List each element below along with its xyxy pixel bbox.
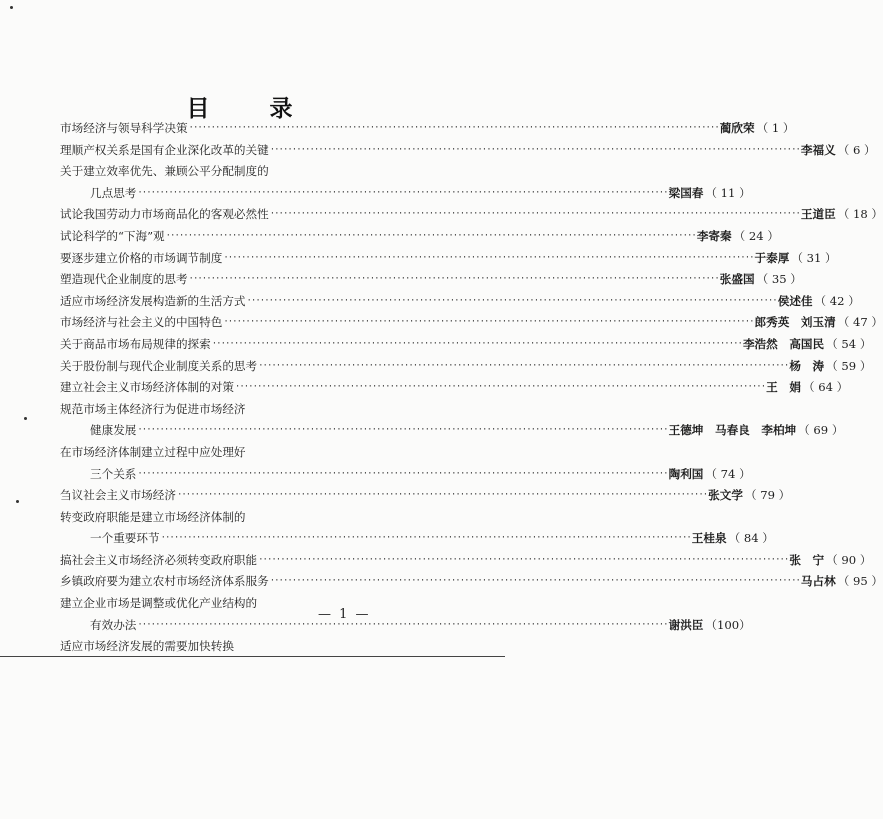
toc-entry-title: 要逐步建立价格的市场调节制度	[60, 250, 223, 265]
leader-dots: ························································································································	[258, 360, 789, 371]
toc-entry	[60, 204, 883, 226]
toc-entry-author: 王道臣	[800, 207, 836, 222]
toc-entry-page: （ 1 ）	[756, 121, 795, 135]
table-of-contents	[60, 118, 883, 658]
toc-entry-author: 陶利国	[668, 466, 704, 481]
leader-dots: ························································································································	[188, 274, 719, 285]
leader-dots: ························································································································	[211, 338, 742, 349]
toc-entry-page: （ 47 ）	[837, 315, 883, 330]
toc-entry-page: （ 90 ）	[826, 552, 872, 567]
toc-entry	[60, 161, 390, 183]
leader-dots: ························································································································	[188, 123, 719, 133]
leader-dots: ························································································································	[246, 295, 777, 306]
toc-entry	[60, 291, 860, 313]
toc-entry-page: （ 42 ）	[814, 293, 860, 308]
toc-entry	[60, 377, 849, 399]
toc-entry	[60, 485, 791, 507]
toc-entry-author: 张盛国	[719, 272, 755, 287]
toc-entry-page: （100）	[705, 617, 751, 632]
toc-entry-author: 杨 涛	[789, 358, 825, 373]
toc-entry-author: 张文学	[708, 488, 743, 503]
toc-entry	[60, 507, 390, 529]
toc-entry-author: 梁国春	[668, 185, 704, 200]
toc-entry	[60, 464, 751, 486]
toc-entry	[60, 356, 872, 378]
leader-dots: ························································································································	[223, 317, 754, 328]
leader-dots: ························································································································	[234, 382, 766, 393]
toc-entry-title: 三个关系	[90, 466, 137, 481]
scan-speck	[24, 417, 27, 420]
leader-dots: ························································································································	[137, 468, 668, 479]
toc-entry-title: 在市场经济体制建立过程中应处理好	[60, 444, 246, 459]
toc-entry-author: 侯述佳	[777, 293, 813, 308]
toc-entry-title: 试论科学的“下海”观	[60, 228, 165, 243]
toc-entry	[60, 140, 876, 162]
toc-entry-title: 转变政府职能是建立市场经济体制的	[60, 509, 246, 524]
toc-entry-author: 李福义	[800, 142, 836, 157]
toc-entry-page: （ 31 ）	[791, 250, 837, 265]
toc-entry-title: 健康发展	[90, 423, 137, 438]
toc-entry-title: 几点思考	[90, 185, 137, 200]
toc-entry-author: 蔺欣荣	[719, 121, 755, 135]
toc-entry	[60, 399, 390, 421]
toc-entry-author: 王 娟	[766, 380, 801, 395]
page-title: 目 录	[186, 95, 319, 122]
toc-entry	[60, 118, 795, 140]
toc-entry-page: （ 24 ）	[733, 228, 779, 243]
leader-dots: ························································································································	[269, 576, 800, 587]
toc-entry-title: 关于商品市场布局规律的探索	[60, 336, 211, 351]
page-number: — 1 —	[318, 607, 371, 622]
toc-entry-title: 适应市场经济发展构造新的生活方式	[60, 293, 246, 308]
toc-entry	[60, 312, 883, 334]
bottom-rule	[0, 656, 505, 657]
toc-entry-page: （ 64 ）	[802, 380, 849, 395]
toc-entry-title: 市场经济与社会主义的中国特色	[60, 315, 223, 330]
toc-entry-page: （ 54 ）	[826, 336, 872, 351]
toc-entry-page: （ 95 ）	[837, 574, 883, 589]
toc-entry-author: 谢洪臣	[668, 617, 704, 632]
toc-entry-title: 有效办法	[90, 617, 137, 632]
toc-entry	[60, 636, 390, 658]
toc-entry-page: （ 69 ）	[798, 423, 844, 438]
toc-entry-author: 李浩然 高国民	[742, 336, 825, 351]
toc-entry-author: 郎秀英 刘玉清	[754, 315, 836, 330]
leader-dots: ························································································································	[160, 533, 691, 544]
toc-entry-title: 试论我国劳动力市场商品化的客观必然性	[60, 207, 269, 222]
toc-entry-author: 王德坤 马春良 李柏坤	[668, 423, 797, 438]
toc-entry	[60, 571, 883, 593]
toc-entry-author: 马占林	[800, 574, 836, 589]
leader-dots: ························································································································	[223, 252, 754, 263]
toc-entry	[60, 528, 774, 550]
toc-entry-title: 搞社会主义市场经济必须转变政府职能	[60, 552, 258, 567]
leader-dots: ························································································································	[137, 425, 668, 436]
toc-entry-title: 关于建立效率优先、兼顾公平分配制度的	[60, 164, 269, 179]
toc-entry-title: 乡镇政府要为建立农村市场经济体系服务	[60, 574, 269, 589]
toc-entry-author: 于泰厚	[754, 250, 790, 265]
toc-entry-author: 王桂泉	[691, 531, 727, 546]
toc-entry-page: （ 6 ）	[837, 142, 876, 157]
toc-entry-page: （ 18 ）	[837, 207, 883, 222]
toc-entry	[60, 269, 802, 291]
leader-dots: ························································································································	[176, 490, 708, 501]
toc-entry-page: （ 84 ）	[728, 531, 774, 546]
toc-entry	[60, 183, 751, 205]
toc-entry-title: 适应市场经济发展的需要加快转换	[60, 639, 234, 654]
toc-entry-page: （ 59 ）	[826, 358, 872, 373]
toc-entry-title: 建立社会主义市场经济体制的对策	[60, 380, 234, 395]
toc-entry	[60, 550, 872, 572]
toc-entry-title: 关于股份制与现代企业制度关系的思考	[60, 358, 258, 373]
toc-entry	[60, 420, 844, 442]
toc-entry-title: 建立企业市场是调整或优化产业结构的	[60, 596, 258, 611]
toc-entry	[60, 442, 390, 464]
toc-entry-title: 市场经济与领导科学决策	[60, 121, 188, 135]
leader-dots: ························································································································	[269, 144, 800, 155]
toc-entry-title: 刍议社会主义市场经济	[60, 488, 176, 503]
toc-entry	[60, 248, 837, 270]
toc-entry-title: 规范市场主体经济行为促进市场经济	[60, 401, 246, 416]
leader-dots: ························································································································	[137, 619, 668, 630]
toc-entry-page: （ 11 ）	[705, 185, 751, 200]
toc-entry-title: 一个重要环节	[90, 531, 160, 546]
toc-entry-author: 张 宁	[789, 552, 825, 567]
leader-dots: ························································································································	[137, 187, 668, 198]
toc-entry-page: （ 35 ）	[756, 272, 802, 287]
toc-entry-page: （ 74 ）	[705, 466, 751, 481]
leader-dots: ························································································································	[269, 209, 800, 220]
toc-entry	[60, 226, 779, 248]
leader-dots: ························································································································	[258, 554, 789, 565]
toc-entry-author: 李寄秦	[696, 228, 732, 243]
toc-entry-title: 理顺产权关系是国有企业深化改革的关键	[60, 142, 269, 157]
toc-entry	[60, 334, 872, 356]
scan-speck	[10, 6, 13, 9]
toc-entry-page: （ 79 ）	[744, 488, 791, 503]
toc-entry-title: 塑造现代企业制度的思考	[60, 272, 188, 287]
leader-dots: ························································································································	[165, 230, 696, 241]
scan-speck	[16, 500, 19, 503]
